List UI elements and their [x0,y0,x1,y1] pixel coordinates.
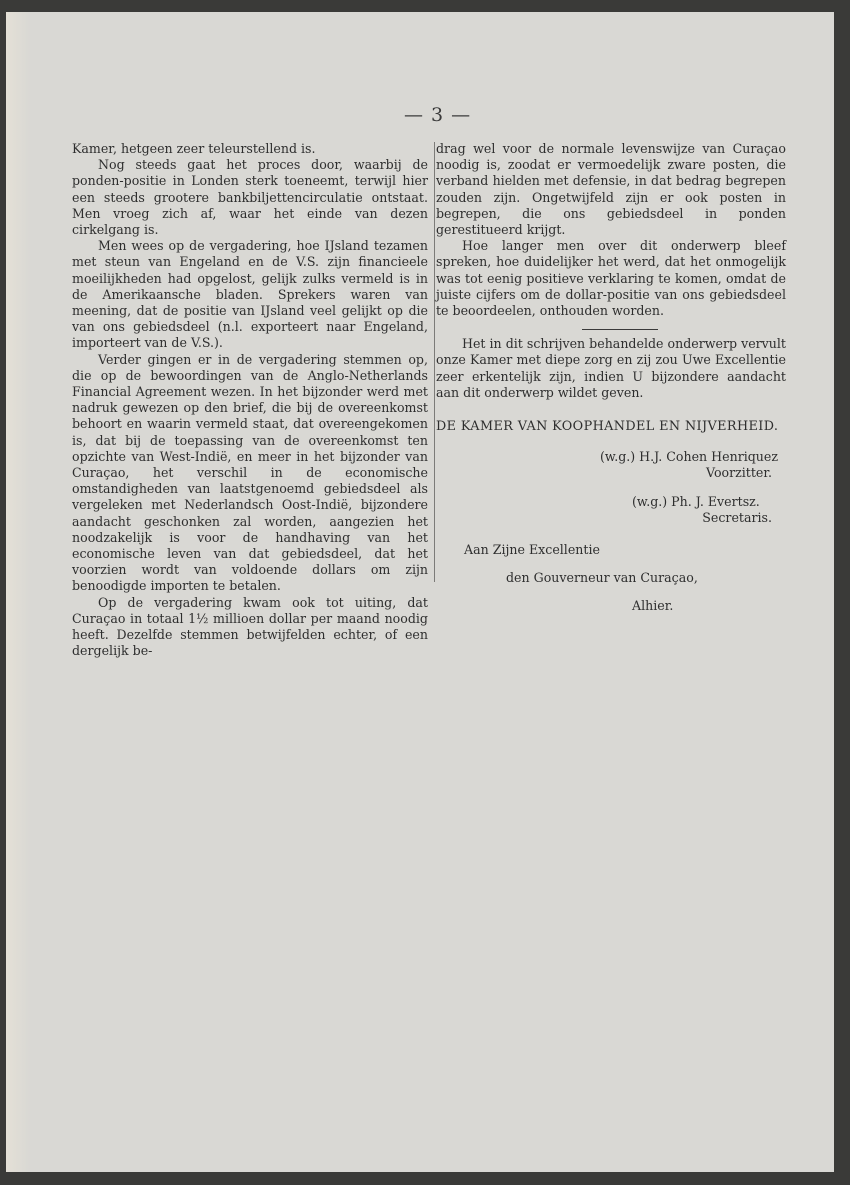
paragraph: Hoe langer men over dit onderwerp bleef spreken, hoe duidelijker het werd, dat het onmogelijk was tot eenig positieve verklaring te komen, omdat de juiste cijfers om de dollar-positie van ons gebiedsdeel te beoordeelen, onthouden worden. [436,238,786,319]
document-page [6,12,834,1172]
address-line: Alhier. [632,598,674,614]
left-column [72,141,428,660]
signatory-name: (w.g.) Ph. J. Evertsz. [632,493,760,509]
column-divider [434,142,435,582]
signature-chairman [436,449,786,481]
page-number: — 3 — [404,104,472,126]
paragraph: Verder gingen er in de vergadering stemmen op, die op de bewoordingen van de Anglo-Netherlands Financial Agreement wezen. In het bijzonder werd met nadruk gewezen op den brief, die bij de overeenkomst behoort en waarin vermeld staat, dat overeengekomen is, dat bij de toepassing van de overeenkomst ten opzichte van West-Indië, en meer in het bijzonder van Curaçao, het verschil in de economische omstandigheden van laatstgenoemd gebiedsdeel als vergeleken met Nederlandsch Oost-Indië, bijzondere aandacht geschonken zal worden, aangezien het noodzakelijk is voor de handhaving van het economische leven van dat gebiedsdeel, dat het voorzien wordt van voldoende dollars om zijn benoodigde importen te betalen. [72,351,428,594]
paragraph: drag wel voor de normale levenswijze van Curaçao noodig is, zoodat er vermoedelijk zware posten, die verband hielden met defensie, in dat bedrag begrepen zouden zijn. Ongetwijfeld zijn er ook posten in begrepen, die ons gebiedsdeel in ponden gerestitueerd krijgt. [436,141,786,238]
organisation-name: DE KAMER VAN KOOPHANDEL EN NIJVERHEID. [436,419,779,435]
address-line: Aan Zijne Excellentie [464,542,600,558]
right-column [436,141,786,615]
address-line: den Gouverneur van Curaçao, [506,570,698,586]
page-edge [6,12,30,1172]
signature-secretary [436,494,786,526]
paragraph: Kamer, hetgeen zeer teleurstellend is. [72,141,316,156]
signatory-role: Voorzitter. [706,465,772,481]
separator-rule [582,329,658,330]
paragraph: Men wees op de vergadering, hoe IJsland tezamen met steun van Engeland en de V.S. zijn financieele moeilijkheden had opgelost, gelijk zulks vermeld is in de Amerikaansche bladen. Sprekers waren van meening, dat de positie van IJsland veel gelijkt op die van ons gebiedsdeel (n.l. exporteert naar Engeland, importeert van de V.S.). [72,238,428,351]
signatory-role: Secretaris. [702,509,772,525]
closing-paragraph: Het in dit schrijven behandelde onderwerp vervult onze Kamer met diepe zorg en zij zou Uwe Excellentie zeer erkentelijk zijn, indien U bijzondere aandacht aan dit onderwerp wildet geven. [436,336,786,400]
paragraph: Nog steeds gaat het proces door, waarbij de ponden-positie in Londen sterk toeneemt, terwijl hier een steeds grootere bankbiljettencirculatie ontstaat. Men vroeg zich af, waar het einde van dezen cirkelgang is. [72,157,428,238]
paragraph: Op de vergadering kwam ook tot uiting, dat Curaçao in totaal 1½ millioen dollar per maand noodig heeft. Dezelfde stemmen betwijfelden echter, of een dergelijk be- [72,594,428,659]
signatory-name: (w.g.) H.J. Cohen Henriquez [600,449,778,465]
